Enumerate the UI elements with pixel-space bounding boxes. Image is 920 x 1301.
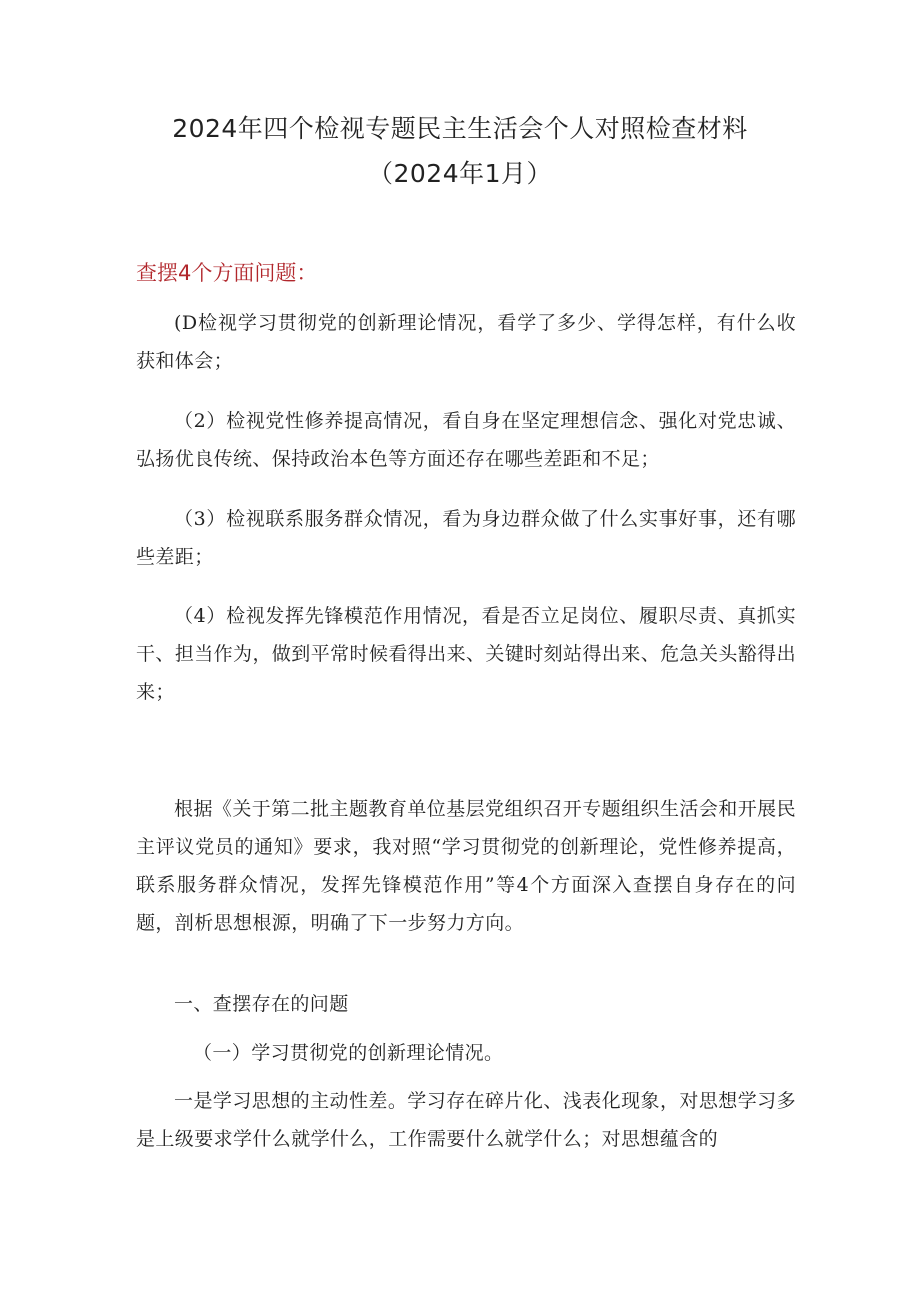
item-paragraph-2: （2）检视党性修养提高情况，看自身在坚定理想信念、强化对党忠诚、弘扬优良传统、保持政治本色等方面还存在哪些差距和不足； — [136, 410, 796, 470]
body-paragraph: 一是学习思想的主动性差。学习存在碎片化、浅表化现象，对思想学习多是上级要求学什么就学什么，工作需要什么就学什么；对思想蕴含的 — [136, 1090, 796, 1150]
item-paragraph-4: （4）检视发挥先锋模范作用情况，看是否立足岗位、履职尽责、真抓实干、担当作为，做到平常时候看得出来、关键时刻站得出来、危急关头豁得出来； — [136, 605, 796, 703]
intro-paragraph: 根据《关于第二批主题教育单位基层党组织召开专题组织生活会和开展民主评议党员的通知》要求，我对照“学习贯彻党的创新理论，党性修养提高，联系服务群众情况，发挥先锋模范作用”等4个方面深入查摆自身存在的问题，剖析思想根源，明确了下一步努力方向。 — [136, 798, 796, 934]
section-heading: 查摆4个方面问题： — [136, 261, 318, 285]
part-one-heading: 一、查摆存在的问题 — [174, 993, 349, 1015]
item-paragraph-1: (D检视学习贯彻党的创新理论情况，看学了多少、学得怎样，有什么收获和体会； — [136, 312, 796, 372]
sub-heading-one: （一）学习贯彻党的创新理论情况。 — [193, 1042, 504, 1064]
document-date: （2024年1月） — [367, 159, 553, 188]
document-title: 2024年四个检视专题民主生活会个人对照检查材料 — [172, 114, 748, 143]
item-paragraph-3: （3）检视联系服务群众情况，看为身边群众做了什么实事好事，还有哪些差距； — [136, 508, 796, 568]
